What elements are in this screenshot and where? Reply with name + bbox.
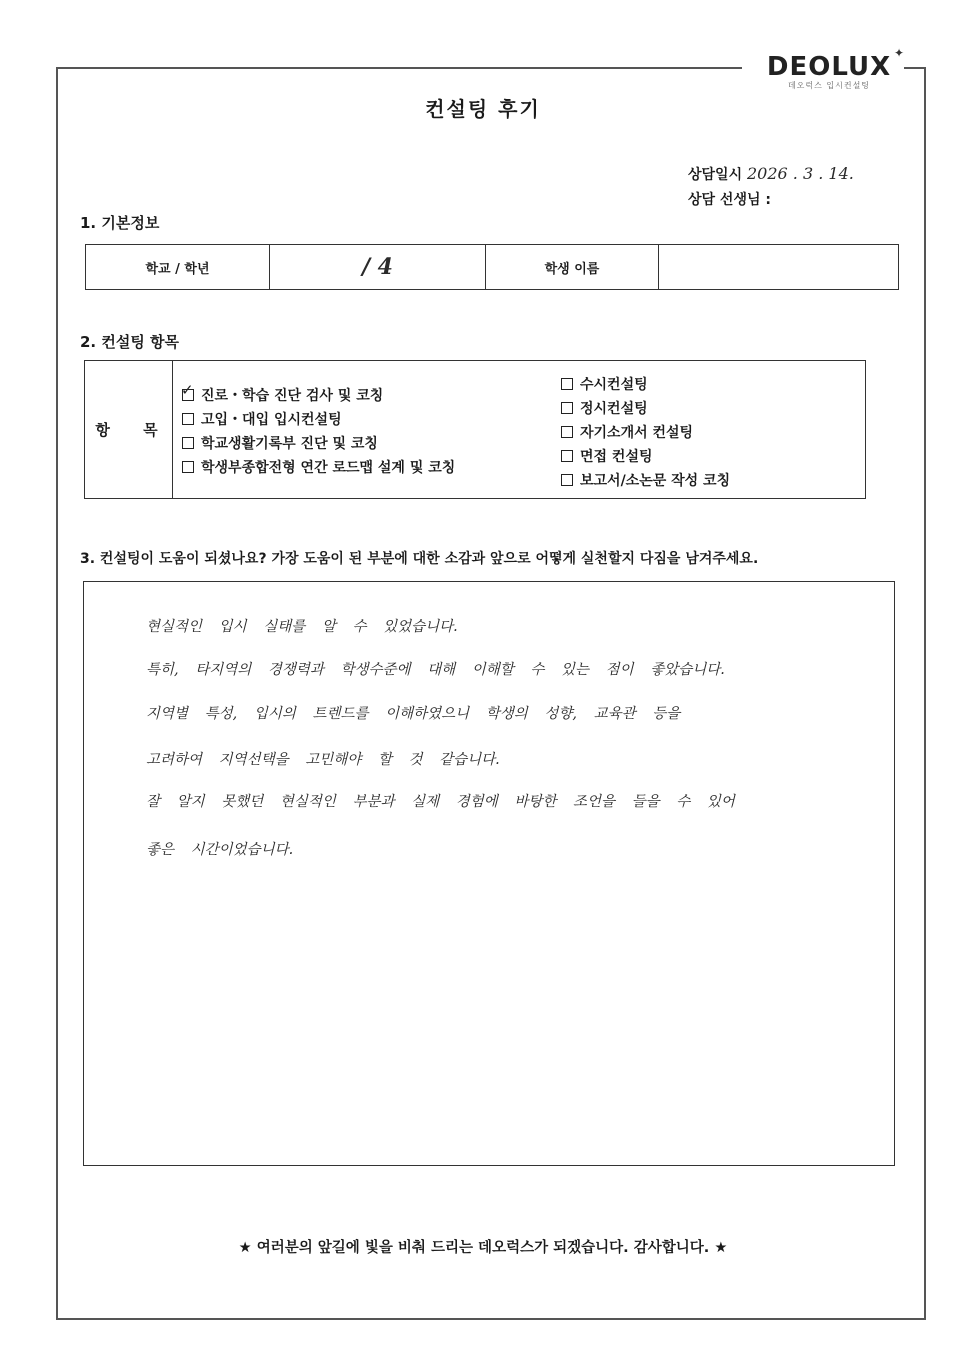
student-name-value[interactable] — [659, 245, 898, 289]
option-admission-consulting[interactable]: 고입・대입 입시컨설팅 — [182, 409, 342, 429]
section1-heading: 1. 기본정보 — [80, 214, 160, 232]
handwritten-line: 잘 알지 못했던 현실적인 부분과 실제 경험에 바탕한 조언을 들을 수 있어 — [146, 794, 735, 810]
handwritten-line: 현실적인 입시 실태를 알 수 있었습니다. — [146, 619, 458, 635]
handwritten-line: 고려하여 지역선택을 고민해야 할 것 같습니다. — [146, 752, 500, 768]
logo-star-icon: ✦ — [893, 46, 904, 60]
basic-info-table — [85, 244, 899, 290]
checkbox-icon[interactable] — [561, 450, 573, 462]
checkbox-icon[interactable] — [561, 474, 573, 486]
option-interview[interactable]: 면접 컨설팅 — [561, 446, 653, 466]
checkbox-icon[interactable] — [561, 378, 573, 390]
checkmark-icon: ✓ — [181, 381, 194, 399]
items-label: 항 목 — [85, 361, 173, 498]
option-report[interactable]: 보고서/소논문 작성 코칭 — [561, 470, 730, 490]
checkbox-icon[interactable] — [182, 413, 194, 425]
brand-logo — [758, 46, 904, 91]
option-jeongsi[interactable]: 정시컨설팅 — [561, 398, 648, 418]
consulting-items-table — [84, 360, 866, 499]
school-grade-value[interactable]: / 4 — [270, 245, 486, 289]
items-body — [173, 361, 865, 498]
checkbox-icon[interactable] — [181, 381, 194, 401]
logo-wordmark: DEOLUX — [766, 52, 892, 82]
logo-tagline: 데오럭스 입시컨설팅 — [787, 81, 871, 90]
option-susi[interactable]: 수시컨설팅 — [561, 374, 648, 394]
option-self-intro[interactable]: 자기소개서 컨설팅 — [561, 422, 693, 442]
handwritten-line: 지역별 특성, 입시의 트렌드를 이해하였으니 학생의 성향, 교육관 등을 — [146, 706, 681, 722]
footer-message: ★ 여러분의 앞길에 빛을 비춰 드리는 데오럭스가 되겠습니다. 감사합니다. ★ — [238, 1240, 728, 1256]
date-value: 2026 . 3 . 14. — [746, 164, 854, 183]
teacher-label: 상담 선생님 : — [688, 192, 771, 208]
option-roadmap[interactable]: 학생부종합전형 연간 로드맵 설계 및 코칭 — [182, 457, 455, 477]
section3-heading: 3. 컨설팅이 도움이 되셨나요? 가장 도움이 된 부분에 대한 소감과 앞으로 어떻게 실천할지 다짐을 남겨주세요. — [80, 551, 759, 567]
checkbox-icon[interactable] — [182, 437, 194, 449]
consult-date — [688, 164, 854, 184]
date-label: 상담일시 — [688, 167, 743, 183]
checkbox-icon[interactable] — [561, 426, 573, 438]
handwritten-line: 좋은 시간이었습니다. — [146, 842, 294, 858]
feedback-writing-area[interactable] — [83, 581, 895, 1166]
option-career-learning[interactable]: ✓ 진로・학습 진단 검사 및 코칭 — [181, 381, 384, 404]
handwritten-line: 특히, 타지역의 경쟁력과 학생수준에 대해 이해할 수 있는 점이 좋았습니다. — [146, 662, 725, 678]
school-grade-label: 학교 / 학년 — [86, 245, 270, 289]
student-name-label: 학생 이름 — [486, 245, 659, 289]
checkbox-icon[interactable] — [182, 461, 194, 473]
checkbox-icon[interactable] — [561, 402, 573, 414]
option-school-record[interactable]: 학교생활기록부 진단 및 코칭 — [182, 433, 378, 453]
page-title: 컨설팅 후기 — [425, 97, 541, 121]
section2-heading: 2. 컨설팅 항목 — [80, 333, 180, 351]
